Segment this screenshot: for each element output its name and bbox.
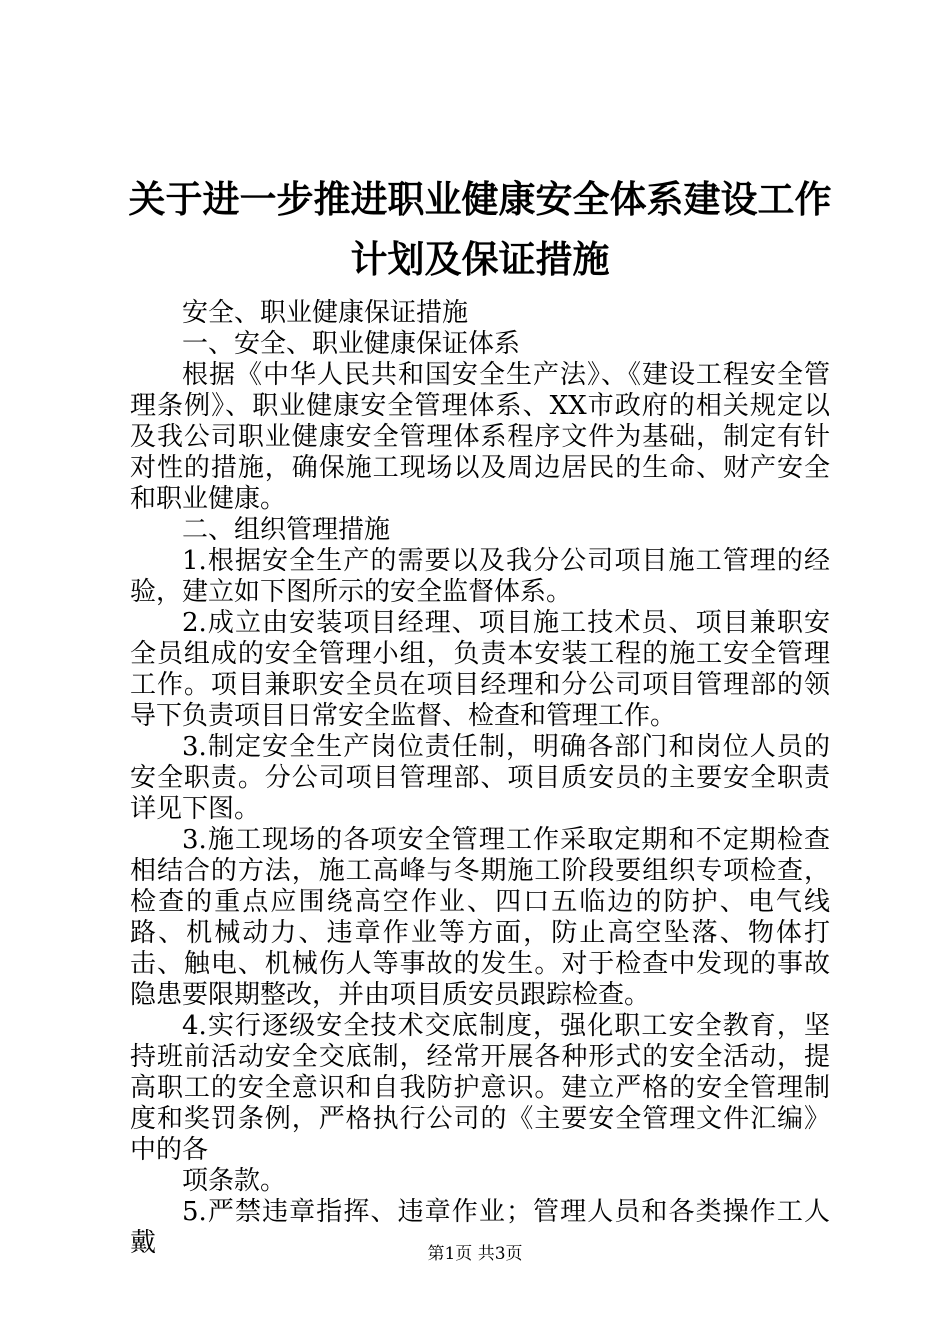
paragraph-item-1: 1.根据安全生产的需要以及我分公司项目施工管理的经验，建立如下图所示的安全监督体系。 xyxy=(130,546,830,607)
document-title: 关于进一步推进职业健康安全体系建设工作计划及保证措施 xyxy=(128,178,832,281)
paragraph-item-2: 2.成立由安装项目经理、项目施工技术员、项目兼职安全员组成的安全管理小组，负责本安装工程的施工安全管理工作。项目兼职安全员在项目经理和分公司项目管理部的领导下负责项目日常安全监督、检查和管理工作。 xyxy=(130,608,830,731)
section-heading-1: 一、安全、职业健康保证体系 xyxy=(182,329,521,359)
section-heading-2: 二、组织管理措施 xyxy=(182,515,391,545)
paragraph-item-3b: 3.施工现场的各项安全管理工作采取定期和不定期检查相结合的方法，施工高峰与冬期施工阶段要组织专项检查，检查的重点应围绕高空作业、四口五临边的防护、电气线路、机械动力、违章作业等方面，防止高空坠落、物体打击、触电、机械伤人等事故的发生。对于检查中发现的事故隐患要限期整改，并由项目质安员跟踪检查。 xyxy=(130,825,830,1010)
paragraph-basis: 根据《中华人民共和国安全生产法》、《建设工程安全管理条例》、职业健康安全管理体系、XX市政府的相关规定以及我公司职业健康安全管理体系程序文件为基础，制定有针对性的措施，确保施工现场以及周边居民的生命、财产安全和职业健康。 xyxy=(130,360,830,514)
paragraph-item-5: 5.严禁违章指挥、违章作业；管理人员和各类操作工人戴 xyxy=(130,1197,830,1258)
paragraph-item-4-continuation: 项条款。 xyxy=(182,1166,287,1196)
paragraph-item-3a: 3.制定安全生产岗位责任制，明确各部门和岗位人员的安全职责。分公司项目管理部、项目质安员的主要安全职责详见下图。 xyxy=(130,732,830,824)
document-body xyxy=(130,298,830,1259)
page-number-footer: 第1页 共3页 xyxy=(427,1244,523,1264)
paragraph-heading-measures: 安全、职业健康保证措施 xyxy=(182,298,469,328)
paragraph-item-4: 4.实行逐级安全技术交底制度，强化职工安全教育，坚持班前活动安全交底制，经常开展各种形式的安全活动，提高职工的安全意识和自我防护意识。建立严格的安全管理制度和奖罚条例，严格执行公司的《主要安全管理文件汇编》中的各 xyxy=(130,1011,830,1165)
